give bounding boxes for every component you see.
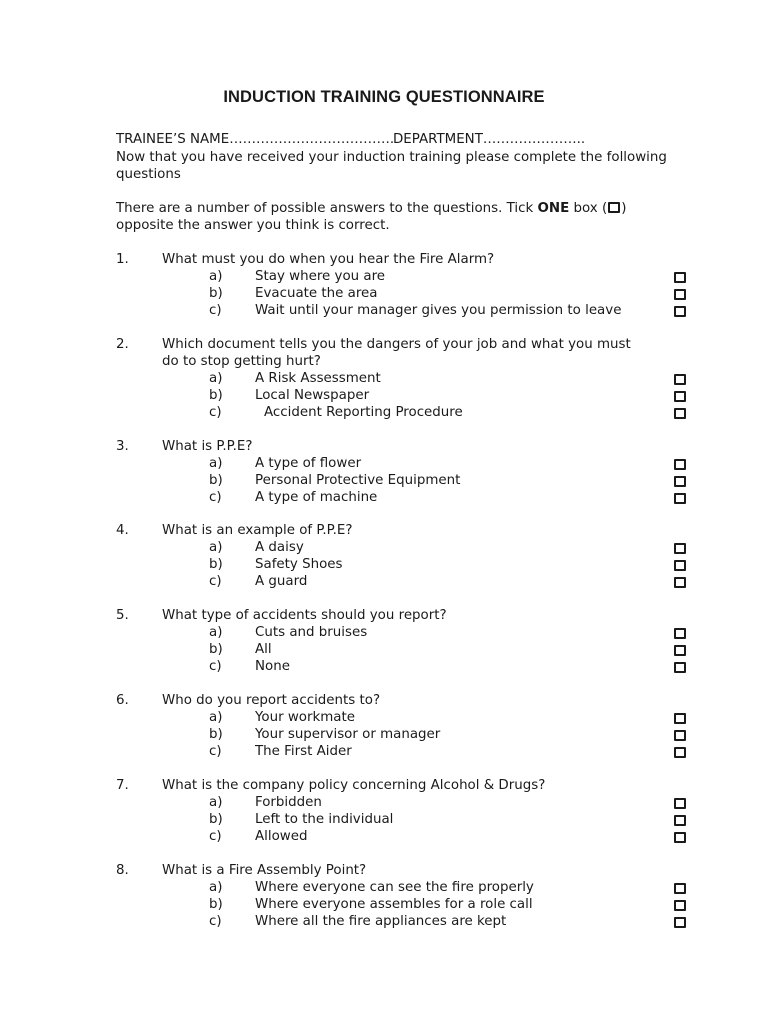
option-text: Where everyone assembles for a role call (255, 897, 533, 912)
answer-checkbox[interactable] (674, 289, 686, 300)
instruction-line-1 (116, 200, 626, 217)
option-text: Where everyone can see the fire properly (255, 880, 534, 895)
answer-checkbox[interactable] (674, 408, 686, 419)
option-letter: c) (209, 829, 222, 844)
answer-checkbox[interactable] (674, 628, 686, 639)
option-letter: b) (209, 642, 223, 657)
question-number: 1. (116, 252, 129, 267)
answer-checkbox[interactable] (674, 493, 686, 504)
option-text: Your supervisor or manager (255, 727, 441, 742)
question-text: do to stop getting hurt? (162, 354, 321, 369)
answer-checkbox[interactable] (674, 832, 686, 843)
answer-checkbox[interactable] (674, 391, 686, 402)
option-text: A daisy (255, 540, 304, 555)
answer-checkbox[interactable] (674, 747, 686, 758)
answer-checkbox[interactable] (674, 560, 686, 571)
option-text: Your workmate (255, 710, 355, 725)
option-letter: c) (209, 574, 222, 589)
option-text: Evacuate the area (255, 286, 378, 301)
question-text: What is an example of P.P.E? (162, 523, 353, 538)
option-letter: c) (209, 405, 222, 420)
answer-checkbox[interactable] (674, 272, 686, 283)
answer-checkbox[interactable] (674, 459, 686, 470)
instruction-bold-one: ONE (537, 201, 570, 216)
answer-checkbox[interactable] (674, 815, 686, 826)
answer-checkbox[interactable] (674, 476, 686, 487)
answer-checkbox[interactable] (674, 713, 686, 724)
answer-checkbox[interactable] (674, 730, 686, 741)
answer-checkbox[interactable] (674, 374, 686, 385)
intro-text-line-1: Now that you have received your induction training please complete the following (116, 150, 667, 165)
option-letter: c) (209, 744, 222, 759)
option-text: Cuts and bruises (255, 625, 368, 640)
option-letter: c) (209, 303, 222, 318)
answer-checkbox[interactable] (674, 883, 686, 894)
department-label: DEPARTMENT………………….. (393, 132, 586, 147)
question-text: What is the company policy concerning Alcohol & Drugs? (162, 778, 546, 793)
answer-checkbox[interactable] (674, 662, 686, 673)
option-text: Personal Protective Equipment (255, 473, 461, 488)
option-text: All (255, 642, 272, 657)
option-text: Where all the fire appliances are kept (255, 914, 507, 929)
trainee-name-label: TRAINEE’S NAME………………………………. (116, 132, 395, 147)
question-number: 4. (116, 523, 129, 538)
answer-checkbox[interactable] (674, 645, 686, 656)
option-letter: a) (209, 456, 223, 471)
option-letter: b) (209, 388, 223, 403)
option-letter: b) (209, 473, 223, 488)
option-letter: b) (209, 286, 223, 301)
option-text: Forbidden (255, 795, 322, 810)
answer-checkbox[interactable] (674, 577, 686, 588)
option-letter: a) (209, 371, 223, 386)
option-text: A Risk Assessment (255, 371, 381, 386)
option-text: None (255, 659, 290, 674)
option-text: The First Aider (255, 744, 352, 759)
question-text: What type of accidents should you report? (162, 608, 447, 623)
answer-checkbox[interactable] (674, 917, 686, 928)
answer-checkbox[interactable] (674, 306, 686, 317)
option-letter: a) (209, 540, 223, 555)
instruction-text-b: box ( (569, 201, 608, 216)
question-text: Which document tells you the dangers of your job and what you must (162, 337, 631, 352)
instruction-text-a: There are a number of possible answers to the questions. Tick (116, 201, 538, 216)
option-letter: c) (209, 659, 222, 674)
checkbox-example-icon (608, 202, 620, 213)
option-letter: b) (209, 897, 223, 912)
instruction-text-c: ) (621, 201, 627, 216)
question-number: 7. (116, 778, 129, 793)
option-text: A type of machine (255, 490, 378, 505)
option-text: Left to the individual (255, 812, 394, 827)
option-letter: a) (209, 269, 223, 284)
instruction-line-2: opposite the answer you think is correct. (116, 218, 390, 233)
answer-checkbox[interactable] (674, 900, 686, 911)
question-number: 6. (116, 693, 129, 708)
option-letter: b) (209, 812, 223, 827)
option-letter: b) (209, 727, 223, 742)
option-letter: b) (209, 557, 223, 572)
option-letter: a) (209, 795, 223, 810)
option-text: Safety Shoes (255, 557, 343, 572)
answer-checkbox[interactable] (674, 798, 686, 809)
question-number: 8. (116, 863, 129, 878)
answer-checkbox[interactable] (674, 543, 686, 554)
option-text: Stay where you are (255, 269, 386, 284)
option-letter: a) (209, 625, 223, 640)
option-text: Accident Reporting Procedure (264, 405, 463, 420)
question-number: 3. (116, 439, 129, 454)
question-text: What is P.P.E? (162, 439, 253, 454)
option-text: Local Newspaper (255, 388, 370, 403)
option-letter: c) (209, 914, 222, 929)
intro-text-line-2: questions (116, 167, 181, 182)
page-title: INDUCTION TRAINING QUESTIONNAIRE (223, 88, 545, 106)
question-number: 5. (116, 608, 129, 623)
question-number: 2. (116, 337, 129, 352)
option-text: Wait until your manager gives you permission to leave (255, 303, 622, 318)
option-text: A guard (255, 574, 308, 589)
option-letter: a) (209, 880, 223, 895)
question-text: What is a Fire Assembly Point? (162, 863, 367, 878)
option-text: A type of flower (255, 456, 362, 471)
question-text: What must you do when you hear the Fire Alarm? (162, 252, 495, 267)
option-text: Allowed (255, 829, 308, 844)
question-text: Who do you report accidents to? (162, 693, 381, 708)
option-letter: a) (209, 710, 223, 725)
option-letter: c) (209, 490, 222, 505)
